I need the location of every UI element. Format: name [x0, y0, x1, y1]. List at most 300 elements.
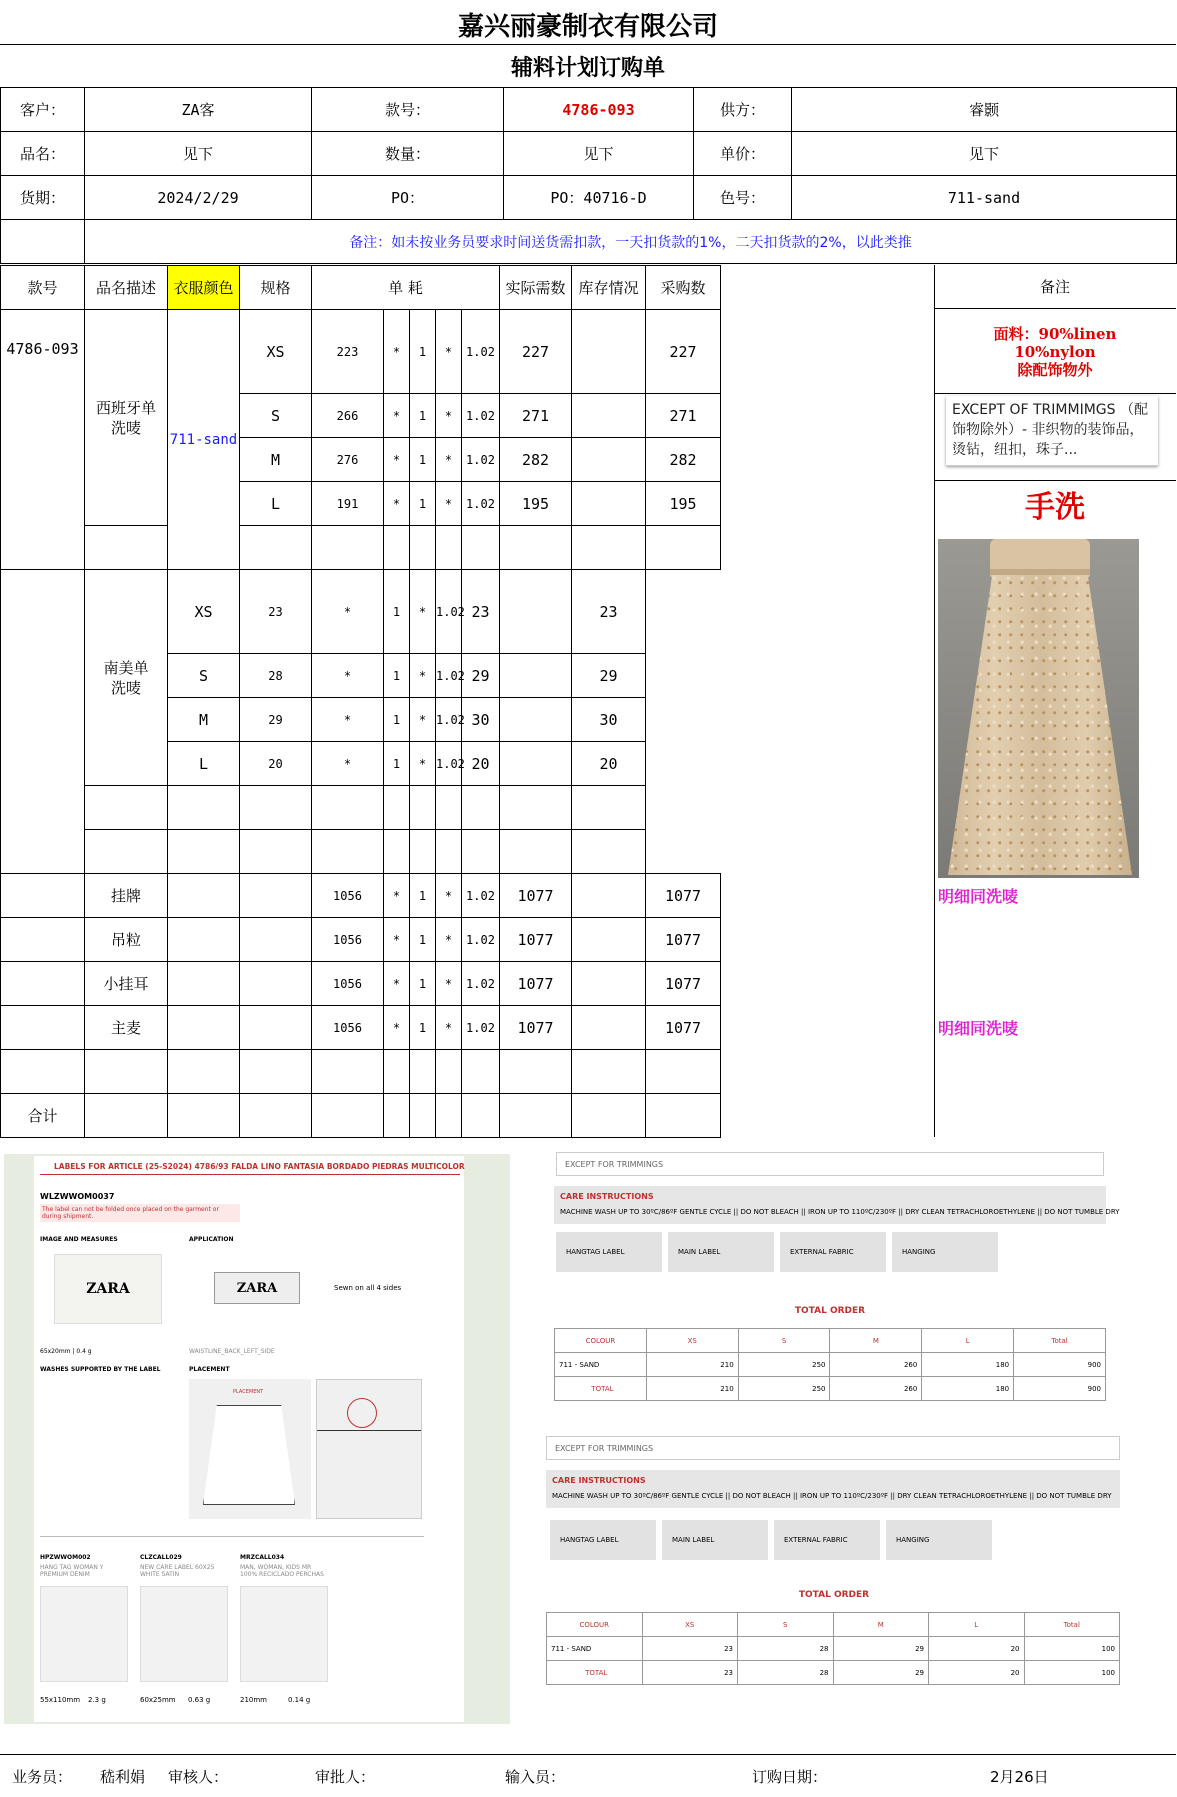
actual-qty-cell: 30	[462, 698, 500, 742]
table-row	[1, 570, 721, 654]
f1-cell: 1	[410, 1006, 436, 1050]
footer-divider	[0, 1754, 1176, 1755]
stock-cell	[500, 570, 572, 654]
table-row	[547, 1613, 1120, 1637]
empty-cell	[462, 1094, 500, 1138]
total-header-cell: XS	[642, 1613, 738, 1637]
label-item-name: HANG TAG WOMAN Y PREMIUM DENIM	[40, 1564, 104, 1578]
m1-cell: *	[384, 918, 410, 962]
empty-cell	[312, 1094, 384, 1138]
purchase-qty-cell: 195	[646, 482, 721, 526]
base-cell: 276	[312, 438, 384, 482]
m1-cell: *	[312, 698, 384, 742]
empty-cell	[384, 1050, 410, 1094]
style-no-cell: 4786-093	[1, 310, 85, 570]
price-value: 见下	[792, 132, 1177, 176]
purchase-qty-cell: 1077	[646, 1006, 721, 1050]
purchase-qty-cell: 30	[572, 698, 646, 742]
brand-logo-2: ZARA	[236, 1280, 278, 1296]
care-tab-button[interactable]: EXTERNAL FABRIC	[774, 1520, 880, 1560]
empty-cell	[1, 918, 85, 962]
m1-cell: *	[384, 310, 410, 394]
empty-cell	[168, 918, 240, 962]
label-item-image	[140, 1586, 228, 1682]
style-label: 款号：	[312, 88, 504, 132]
col-size: 规格	[240, 266, 312, 310]
m2-cell: *	[436, 482, 462, 526]
empty-cell	[572, 526, 646, 570]
label-sheet	[4, 1154, 510, 1724]
size-cell: L	[240, 482, 312, 526]
empty-cell	[462, 830, 500, 874]
m1-cell: *	[312, 570, 384, 654]
empty-cell	[240, 962, 312, 1006]
f1-cell: 1	[410, 310, 436, 394]
empty-cell	[312, 1050, 384, 1094]
delivery-value: 2024/2/29	[85, 176, 312, 220]
empty-cell	[168, 830, 240, 874]
total-cell: TOTAL	[547, 1661, 643, 1685]
f1-cell: 1	[410, 438, 436, 482]
purchase-qty-cell: 20	[572, 742, 646, 786]
divider	[0, 44, 1176, 45]
total-cell: 100	[1024, 1637, 1120, 1661]
empty-cell	[85, 786, 168, 830]
table-row	[1, 830, 721, 874]
total-order-table	[546, 1612, 1120, 1685]
desc-cell-spain: 西班牙单 洗唛	[85, 310, 168, 526]
col-purchase: 采购数	[646, 266, 721, 310]
f2-cell: 1.02	[462, 1006, 500, 1050]
entry-label: 输入员：	[505, 1767, 566, 1786]
f2-cell: 1.02	[462, 874, 500, 918]
accessory-desc-cell: 吊粒	[85, 918, 168, 962]
m2-cell: *	[436, 394, 462, 438]
m1-cell: *	[384, 1006, 410, 1050]
empty-cell	[85, 830, 168, 874]
label-item-code: CLZCALL029	[140, 1554, 182, 1561]
label-item-name: NEW CARE LABEL 60X25 WHITE SATIN	[140, 1564, 215, 1578]
purchase-qty-cell: 1077	[646, 962, 721, 1006]
empty-cell	[85, 1094, 168, 1138]
empty-cell	[572, 1094, 646, 1138]
application-label	[214, 1272, 300, 1304]
image-measures: IMAGE AND MEASURES	[40, 1236, 118, 1243]
f1-cell: 1	[410, 918, 436, 962]
empty-cell	[436, 786, 462, 830]
actual-qty-cell: 1077	[500, 874, 572, 918]
care-title: CARE INSTRUCTIONS	[560, 1192, 654, 1201]
accessory-desc-cell: 主麦	[85, 1006, 168, 1050]
stock-cell	[572, 918, 646, 962]
empty-cell	[168, 786, 240, 830]
table-row	[1, 1094, 721, 1138]
label-item-image	[40, 1586, 128, 1682]
m2-cell: *	[410, 742, 436, 786]
empty-cell	[384, 786, 410, 830]
empty-cell	[312, 830, 384, 874]
total-cell: 900	[1014, 1353, 1106, 1377]
total-cell: 23	[642, 1661, 738, 1685]
f2-cell: 1.02	[462, 482, 500, 526]
base-cell: 191	[312, 482, 384, 526]
empty-cell	[312, 526, 384, 570]
customer-label: 客户：	[1, 88, 85, 132]
actual-qty-cell: 20	[462, 742, 500, 786]
m1-cell: *	[384, 394, 410, 438]
col-desc: 品名描述	[85, 266, 168, 310]
desc-cell-sa: 南美单 洗唛	[85, 570, 168, 786]
empty-cell	[240, 526, 312, 570]
supplier-label: 供方：	[694, 88, 792, 132]
approver-label: 审批人：	[315, 1767, 376, 1786]
total-order-table	[554, 1328, 1106, 1401]
total-header-cell: XS	[646, 1329, 738, 1353]
base-cell: 1056	[312, 918, 384, 962]
color-value: 711-sand	[792, 176, 1177, 220]
m2-cell: *	[436, 1006, 462, 1050]
care-text: MACHINE WASH UP TO 30ºC/86ºF GENTLE CYCLE || DO NOT BLEACH || IRON UP TO 110ºC/230ºF || DRY CLEAN TETRACHLOROETHYLENE || DO NOT TUMBLE DRY	[560, 1208, 1120, 1216]
m1-cell: *	[384, 438, 410, 482]
stock-cell	[572, 962, 646, 1006]
care-tab-button[interactable]: HANGTAG LABEL	[556, 1232, 662, 1272]
empty-cell	[85, 1050, 168, 1094]
actual-qty-cell: 23	[462, 570, 500, 654]
label-item-dim: 60x25mm	[140, 1696, 176, 1704]
empty-cell	[240, 786, 312, 830]
table-row	[1, 962, 721, 1006]
f1-cell: 1	[384, 570, 410, 654]
table-row	[555, 1377, 1106, 1401]
m2-cell: *	[410, 570, 436, 654]
col-consumption: 单 耗	[312, 266, 500, 310]
placement-sketch	[189, 1379, 311, 1519]
main-table	[0, 265, 721, 1138]
sewn-note: Sewn on all 4 sides	[334, 1284, 402, 1292]
empty-cell	[1, 962, 85, 1006]
brand-logo-1: ZARA	[86, 1281, 130, 1297]
fabric-line-1: 面料：90%linen	[993, 324, 1117, 343]
empty-cell	[168, 1094, 240, 1138]
empty-cell	[85, 526, 168, 570]
table-row	[1, 786, 721, 830]
base-cell: 266	[312, 394, 384, 438]
empty-cell	[384, 830, 410, 874]
table-row	[1, 526, 721, 570]
name-value: 见下	[85, 132, 312, 176]
m1-cell: *	[384, 874, 410, 918]
col-remark: 备注	[934, 265, 1176, 309]
empty-cell	[646, 1094, 721, 1138]
sales-value: 嵇利娟	[100, 1767, 146, 1786]
empty-cell	[168, 874, 240, 918]
qty-label: 数量：	[312, 132, 504, 176]
size-cell: L	[168, 742, 240, 786]
actual-qty-cell: 227	[500, 310, 572, 394]
empty-cell	[500, 830, 572, 874]
qty-value: 见下	[504, 132, 694, 176]
accessory-remark: 明细同洗唛	[938, 886, 1019, 906]
stock-cell	[500, 698, 572, 742]
empty-cell	[436, 830, 462, 874]
total-order-title: TOTAL ORDER	[794, 1306, 866, 1316]
total-header-cell: COLOUR	[547, 1613, 643, 1637]
care-tab-button[interactable]: HANGTAG LABEL	[550, 1520, 656, 1560]
f1-cell: 1	[410, 394, 436, 438]
total-header-cell: COLOUR	[555, 1329, 647, 1353]
stock-cell	[500, 654, 572, 698]
total-label-cell: 合计	[1, 1094, 85, 1138]
customer-value: ZA客	[85, 88, 312, 132]
label-image	[54, 1254, 162, 1324]
stock-cell	[572, 874, 646, 918]
empty-cell	[240, 918, 312, 962]
accessory-desc-cell: 小挂耳	[85, 962, 168, 1006]
total-cell: 100	[1024, 1661, 1120, 1685]
purchase-qty-cell: 271	[646, 394, 721, 438]
label-item-dim: 210mm	[240, 1696, 267, 1704]
f2-cell: 1.02	[462, 310, 500, 394]
total-cell: 711 - SAND	[547, 1637, 643, 1661]
style-value: 4786-093	[504, 88, 694, 132]
fabric-line-2: 10%nylon	[1014, 342, 1096, 361]
empty-cell	[572, 1050, 646, 1094]
company-name: 嘉兴丽豪制衣有限公司	[457, 11, 718, 42]
care-text: MACHINE WASH UP TO 30ºC/86ºF GENTLE CYCLE || DO NOT BLEACH || IRON UP TO 110ºC/230ºF || DRY CLEAN TETRACHLOROETHYLENE || DO NOT TUMBLE DRY	[552, 1492, 1112, 1500]
base-cell: 1056	[312, 962, 384, 1006]
f1-cell: 1	[384, 742, 410, 786]
label-warning: The label can not be folded once placed on the garment or during shipment.	[40, 1204, 240, 1222]
total-header-cell: Total	[1024, 1613, 1120, 1637]
col-stock: 库存情况	[572, 266, 646, 310]
size-cell: M	[168, 698, 240, 742]
empty-cell	[646, 1050, 721, 1094]
total-cell: 250	[738, 1377, 830, 1401]
total-cell: 180	[922, 1377, 1014, 1401]
total-cell: 711 - SAND	[555, 1353, 647, 1377]
empty-cell	[462, 526, 500, 570]
po-label: PO：	[312, 176, 504, 220]
actual-qty-cell: 195	[500, 482, 572, 526]
base-cell: 20	[240, 742, 312, 786]
empty-cell	[436, 1050, 462, 1094]
m2-cell: *	[436, 962, 462, 1006]
skirt-photo	[938, 539, 1139, 878]
table-row	[1, 1006, 721, 1050]
stock-cell	[572, 394, 646, 438]
application: APPLICATION	[189, 1236, 234, 1243]
f2-cell: 1.02	[436, 570, 462, 654]
total-cell: 28	[738, 1661, 834, 1685]
m1-cell: *	[384, 482, 410, 526]
total-cell: 180	[922, 1353, 1014, 1377]
waistline-note: WAISTLINE_BACK_LEFT_SIDE	[189, 1348, 275, 1355]
total-header-cell: M	[833, 1613, 929, 1637]
m2-cell: *	[436, 874, 462, 918]
total-cell: 260	[830, 1353, 922, 1377]
empty-cell	[500, 786, 572, 830]
table-row	[1, 918, 721, 962]
stock-cell	[572, 1006, 646, 1050]
f2-cell: 1.02	[462, 962, 500, 1006]
purchase-qty-cell: 227	[646, 310, 721, 394]
f2-cell: 1.02	[462, 918, 500, 962]
col-garment-color: 衣服颜色	[168, 266, 240, 310]
actual-qty-cell: 282	[500, 438, 572, 482]
total-cell: 29	[833, 1637, 929, 1661]
label-code: WLZWWOM0037	[40, 1192, 115, 1201]
f2-cell: 1.02	[462, 438, 500, 482]
label-item-weight: 0.63 g	[188, 1696, 211, 1704]
empty-cell	[410, 1050, 436, 1094]
size-cell: S	[168, 654, 240, 698]
care-panel-2	[542, 1430, 1126, 1702]
total-cell: 29	[833, 1661, 929, 1685]
purchase-qty-cell: 282	[646, 438, 721, 482]
except-trimmings: EXCEPT FOR TRIMMINGS	[556, 1152, 1104, 1176]
hand-wash: 手洗	[1025, 490, 1085, 525]
f1-cell: 1	[384, 698, 410, 742]
m1-cell: *	[312, 742, 384, 786]
stock-cell	[572, 310, 646, 394]
total-header-cell: L	[929, 1613, 1025, 1637]
empty-cell	[240, 830, 312, 874]
care-tab-button[interactable]: MAIN LABEL	[668, 1232, 774, 1272]
stock-cell	[572, 482, 646, 526]
empty-cell	[462, 786, 500, 830]
base-cell: 29	[240, 698, 312, 742]
base-cell: 1056	[312, 1006, 384, 1050]
base-cell: 23	[240, 570, 312, 654]
fabric-remark	[934, 310, 1176, 394]
label-sheet-title: LABELS FOR ARTICLE (25-S2024) 4786/93 FALDA LINO FANTASIA BORDADO PIEDRAS MULTICOLOR	[54, 1162, 465, 1171]
empty-cell	[436, 526, 462, 570]
empty-cell	[1, 1050, 85, 1094]
f1-cell: 1	[410, 482, 436, 526]
note-blank	[1, 220, 85, 264]
label-item-dim: 55x110mm	[40, 1696, 81, 1704]
m2-cell: *	[436, 438, 462, 482]
care-tab-button[interactable]: HANGING	[886, 1520, 992, 1560]
empty-cell	[410, 830, 436, 874]
empty-cell	[462, 1050, 500, 1094]
reviewer-label: 审核人：	[168, 1767, 229, 1786]
stock-cell	[572, 438, 646, 482]
placement-tag: PLACEMENT	[233, 1389, 264, 1395]
placement-title: PLACEMENT	[189, 1366, 230, 1373]
total-header-cell: L	[922, 1329, 1014, 1353]
f1-cell: 1	[410, 962, 436, 1006]
empty-cell	[1, 874, 85, 918]
except-trimmings: EXCEPT FOR TRIMMINGS	[546, 1436, 1120, 1460]
empty-cell	[168, 1006, 240, 1050]
total-cell: 20	[929, 1661, 1025, 1685]
actual-qty-cell: 1077	[500, 1006, 572, 1050]
empty-cell	[240, 1006, 312, 1050]
total-cell: 23	[642, 1637, 738, 1661]
actual-qty-cell: 29	[462, 654, 500, 698]
base-cell: 223	[312, 310, 384, 394]
actual-qty-cell: 1077	[500, 918, 572, 962]
actual-qty-cell: 1077	[500, 962, 572, 1006]
info-table	[0, 87, 1177, 264]
except-divider	[934, 480, 1176, 481]
m1-cell: *	[312, 654, 384, 698]
accessory-desc-cell: 挂牌	[85, 874, 168, 918]
f2-cell: 1.02	[436, 698, 462, 742]
care-tab-button[interactable]: MAIN LABEL	[662, 1520, 768, 1560]
total-header-cell: S	[738, 1613, 834, 1637]
care-tab-button[interactable]: EXTERNAL FABRIC	[780, 1232, 886, 1272]
total-cell: TOTAL	[555, 1377, 647, 1401]
date-label: 订购日期：	[752, 1767, 828, 1786]
table-row	[1, 310, 721, 394]
size-cell: S	[240, 394, 312, 438]
empty-cell	[500, 1050, 572, 1094]
care-tab-button[interactable]: HANGING	[892, 1232, 998, 1272]
table-row	[547, 1637, 1120, 1661]
name-label: 品名：	[1, 132, 85, 176]
total-cell: 20	[929, 1637, 1025, 1661]
style-no-empty	[1, 570, 85, 874]
total-order-title: TOTAL ORDER	[798, 1590, 870, 1600]
garment-color-cell: 711-sand	[168, 310, 240, 570]
empty-cell	[240, 874, 312, 918]
empty-cell	[168, 962, 240, 1006]
table-row	[555, 1353, 1106, 1377]
purchase-qty-cell: 29	[572, 654, 646, 698]
empty-cell	[312, 786, 384, 830]
total-cell: 250	[738, 1353, 830, 1377]
m2-cell: *	[436, 310, 462, 394]
col-actual: 实际需数	[500, 266, 572, 310]
total-cell: 28	[738, 1637, 834, 1661]
total-header-cell: Total	[1014, 1329, 1106, 1353]
empty-cell	[410, 786, 436, 830]
f2-cell: 1.02	[436, 654, 462, 698]
empty-cell	[500, 1094, 572, 1138]
label-item-image	[240, 1586, 328, 1682]
detail-sketch	[316, 1379, 422, 1519]
col-style-no: 款号	[1, 266, 85, 310]
m1-cell: *	[384, 962, 410, 1006]
f1-cell: 1	[410, 874, 436, 918]
label-item-code: HPZWWOM002	[40, 1554, 91, 1561]
purchase-qty-cell: 23	[572, 570, 646, 654]
m2-cell: *	[410, 698, 436, 742]
m2-cell: *	[436, 918, 462, 962]
empty-cell	[646, 526, 721, 570]
actual-qty-cell: 271	[500, 394, 572, 438]
empty-cell	[572, 786, 646, 830]
form-title: 辅料计划订购单	[510, 55, 665, 81]
label-item-name: MAN, WOMAN, KIDS MR 100% RECICLADO PERCHAS	[240, 1564, 324, 1578]
price-label: 单价：	[694, 132, 792, 176]
care-panel-1	[548, 1150, 1120, 1410]
delivery-label: 货期：	[1, 176, 85, 220]
table-row	[1, 874, 721, 918]
empty-cell	[240, 1094, 312, 1138]
table-row	[547, 1661, 1120, 1685]
table-row	[555, 1329, 1106, 1353]
label-item-code: MRZCALL034	[240, 1554, 285, 1561]
fabric-line-3: 除配饰物外	[1017, 360, 1093, 379]
size-cell: XS	[240, 310, 312, 394]
empty-cell	[500, 526, 572, 570]
total-header-cell: S	[738, 1329, 830, 1353]
date-value: 2月26日	[990, 1767, 1049, 1786]
empty-cell	[1, 1006, 85, 1050]
